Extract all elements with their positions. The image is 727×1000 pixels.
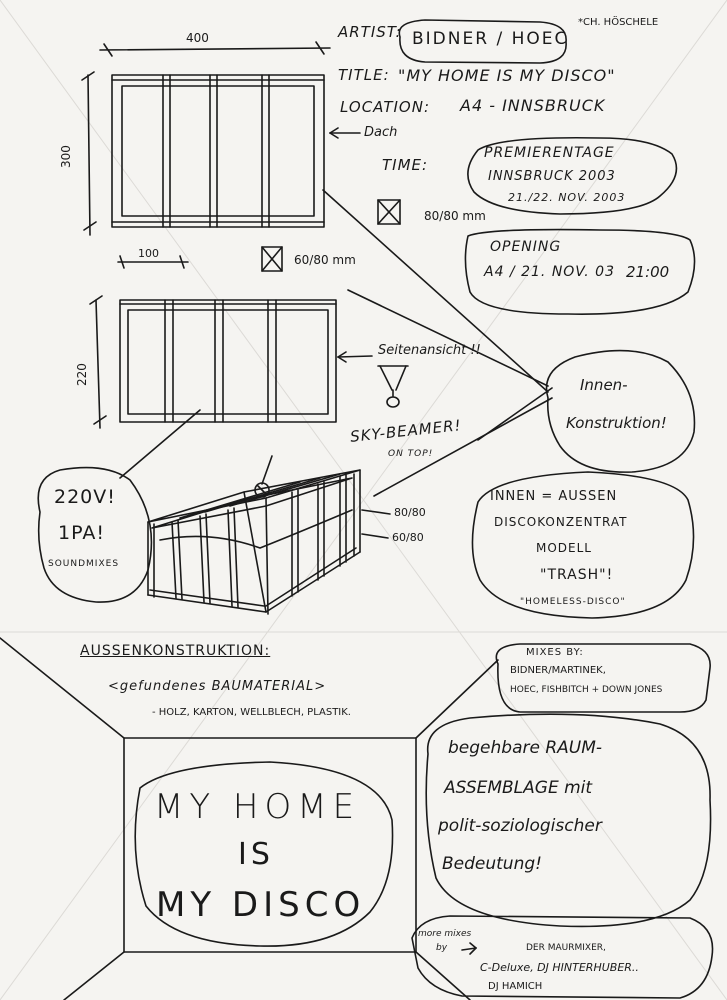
description-line1: begehbare RAUM- (448, 738, 603, 758)
dimension-spacing: 100 (138, 247, 159, 260)
more-mixes-label2: by (436, 943, 448, 953)
skybeamer-label: SKY-BEAMER! (349, 416, 463, 446)
inner-construction-line1: Innen- (580, 376, 628, 394)
roof-plan-drawing (82, 42, 360, 268)
concept-line4: "TRASH"! (540, 567, 614, 583)
premiere-line2: INNSBRUCK 2003 (488, 169, 616, 184)
dimension-height-side: 220 (75, 363, 89, 386)
side-view-drawing (90, 296, 372, 478)
location-value: A4 - INNSBRUCK (460, 96, 606, 115)
location-label: LOCATION: (340, 98, 431, 116)
artist-value: BIDNER / HOEC (412, 29, 569, 49)
big-title-line2: IS (238, 837, 274, 872)
side-view-label: Seitenansicht !! (378, 343, 481, 358)
beam-label-iso-2: 60/80 (392, 531, 424, 544)
more-mixes-line2: C-Deluxe, DJ HINTERHUBER.. (480, 961, 639, 974)
concept-line3: MODELL (536, 541, 592, 555)
title-label: TITLE: (338, 66, 390, 84)
mixes-line1: MIXES BY: (526, 647, 584, 658)
outer-construction-line2: - HOLZ, KARTON, WELLBLECH, PLASTIK. (152, 707, 351, 718)
description-line3: polit-soziologischer (438, 816, 602, 836)
artist-note: *CH. HÖSCHELE (578, 17, 659, 28)
concept-line1: INNEN = AUSSEN (490, 489, 618, 504)
outer-construction-heading: AUSSENKONSTRUKTION: (80, 643, 271, 659)
dimension-height-left: 300 (59, 145, 73, 168)
time-label: TIME: (382, 156, 429, 174)
roof-label: Dach (364, 125, 398, 140)
more-mixes-line1: DER MAURMIXER, (526, 943, 606, 953)
concept-line5: "HOMELESS-DISCO" (520, 597, 626, 607)
opening-line2: A4 / 21. NOV. 03 (484, 264, 615, 280)
more-mixes-line3: DJ HAMICH (488, 981, 543, 992)
premiere-line1: PREMIERENTAGE (484, 145, 615, 161)
power-line2: 1PA! (58, 522, 105, 544)
mixes-line2: BIDNER/MARTINEK, (510, 665, 606, 676)
description-line4: Bedeutung! (442, 854, 542, 874)
big-title-line1: MY HOME (154, 787, 361, 827)
opening-time: 21:00 (626, 263, 670, 281)
artist-label: ARTIST: (338, 23, 402, 41)
beam-label-iso-1: 80/80 (394, 506, 426, 519)
on-top-label: ON TOP! (388, 449, 434, 459)
power-line3: SOUNDMIXES (48, 559, 120, 569)
premiere-line3: 21./22. NOV. 2003 (508, 191, 626, 204)
isometric-frame-drawing (148, 456, 390, 614)
concept-line2: DISCOKONZENTRAT (494, 515, 628, 529)
big-title-line3: MY DISCO (156, 885, 366, 925)
description-line2: ASSEMBLAGE mit (444, 778, 593, 798)
outer-construction-line1: <gefundenes BAUMATERIAL> (108, 679, 327, 694)
dimension-width-top: 400 (186, 31, 209, 45)
opening-line1: OPENING (490, 239, 562, 255)
title-value: "MY HOME IS MY DISCO" (398, 66, 616, 85)
inner-construction-line2: Konstruktion! (566, 414, 667, 432)
skybeamer-lamp-icon (378, 366, 408, 407)
beam-label-mid: 60/80 mm (294, 253, 356, 267)
mixes-line3: HOEC, FISHBITCH + DOWN JONES (510, 685, 663, 695)
beam-label-top: 80/80 mm (424, 209, 486, 223)
power-line1: 220V! (54, 486, 116, 508)
more-mixes-label1: more mixes (418, 929, 472, 939)
